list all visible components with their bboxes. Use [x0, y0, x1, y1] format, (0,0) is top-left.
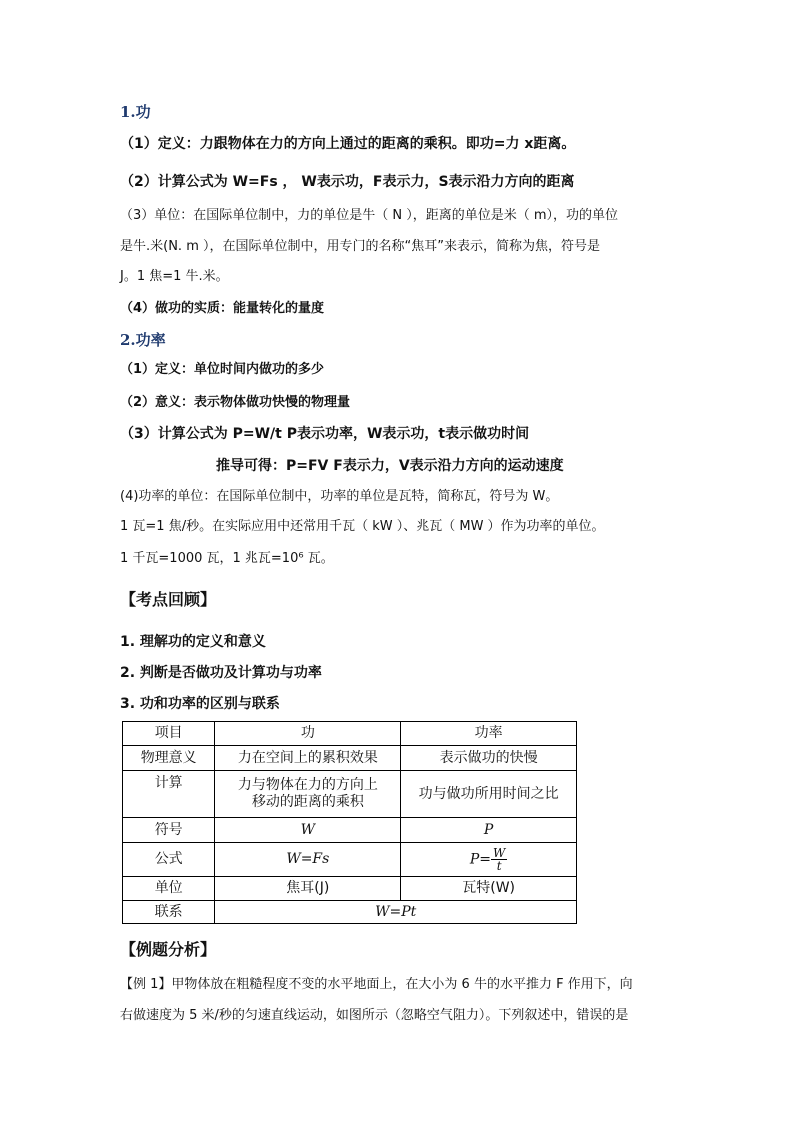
table-cell: 力在空间上的累积效果: [215, 746, 401, 771]
table-cell: 焦耳(J): [215, 877, 401, 901]
table-row-relation: [123, 901, 577, 924]
power-derived-formula: 推导可得：P=FV F表示力，V表示沿力方向的运动速度: [216, 458, 564, 474]
table-header-item: 项目: [123, 722, 215, 746]
review-item-3: 3. 功和功率的区别与联系: [120, 696, 280, 712]
review-item-2: 2. 判断是否做功及计算功与功率: [120, 665, 322, 681]
table-row-meaning: [123, 746, 577, 771]
fraction-denominator: t: [496, 859, 502, 873]
work-unit-line1: （3）单位：在国际单位制中，力的单位是牛（ N ），距离的单位是米（ m），功的单位: [120, 208, 619, 223]
table-cell: 联系: [123, 901, 215, 924]
power-definition: （1）定义：单位时间内做功的多少: [120, 362, 325, 377]
fraction-numerator: W: [493, 846, 506, 860]
table-cell: W=Pt: [215, 901, 577, 924]
table-row-symbol: [123, 818, 577, 843]
table-cell: P: [401, 818, 577, 843]
section1-heading: 1.功: [120, 103, 151, 121]
table-row-formula: [123, 843, 577, 877]
table-cell-power-formula: [401, 843, 577, 877]
comparison-table: [122, 721, 577, 924]
fraction: [491, 847, 507, 872]
example-line2: 右做速度为 5 米/秒的匀速直线运动，如图所示（忽略空气阻力）。下列叙述中，错误的是: [120, 1008, 629, 1023]
power-formula-lhs: P=: [469, 851, 492, 868]
table-header-power: 功率: [401, 722, 577, 746]
calc-work-line2: 移动的距离的乘积: [251, 794, 364, 810]
power-meaning: （2）意义：表示物体做功快慢的物理量: [120, 395, 351, 410]
table-cell: 公式: [123, 843, 215, 877]
section2-heading: 2.功率: [120, 331, 166, 349]
table-row-header: [123, 722, 577, 746]
work-definition: （1）定义：力跟物体在力的方向上通过的距离的乘积。即功=力 x距离。: [120, 136, 576, 152]
work-essence: （4）做功的实质：能量转化的量度: [120, 301, 325, 316]
table-cell: 单位: [123, 877, 215, 901]
example-line1: 【例 1】甲物体放在粗糙程度不变的水平地面上，在大小为 6 牛的水平推力 F 作用下，向: [120, 977, 633, 992]
calc-work-line1: 力与物体在力的方向上: [237, 777, 378, 793]
work-unit-line2: 是牛.米(N. m ），在国际单位制中，用专门的名称“焦耳”来表示，简称为焦，符号是: [120, 239, 600, 254]
table-cell: 符号: [123, 818, 215, 843]
review-heading: 【考点回顾】: [120, 590, 217, 609]
power-unit-line1: (4)功率的单位：在国际单位制中，功率的单位是瓦特，简称瓦，符号为 W。: [120, 489, 559, 504]
table-cell: 物理意义: [123, 746, 215, 771]
table-cell: W: [215, 818, 401, 843]
power-unit-line2: 1 瓦=1 焦/秒。在实际应用中还常用千瓦（ kW ）、兆瓦（ MW ）作为功率的单位。: [120, 519, 605, 534]
table-header-work: 功: [215, 722, 401, 746]
work-formula: （2）计算公式为 W=Fs ， W表示功，F表示力，S表示沿力方向的距离: [120, 174, 575, 190]
table-cell: [215, 771, 401, 818]
table-cell: 瓦特(W): [401, 877, 577, 901]
table-cell: 功与做功所用时间之比: [401, 771, 577, 818]
example-heading: 【例题分析】: [120, 940, 217, 959]
work-unit-line3: J。1 焦=1 牛.米。: [120, 269, 229, 284]
power-unit-line3: 1 千瓦=1000 瓦，1 兆瓦=10⁶ 瓦。: [120, 551, 334, 566]
table-cell: 表示做功的快慢: [401, 746, 577, 771]
table-row-unit: [123, 877, 577, 901]
table-cell: W=Fs: [215, 843, 401, 877]
review-item-1: 1. 理解功的定义和意义: [120, 634, 266, 650]
table-cell: 计算: [123, 771, 215, 818]
power-formula: （3）计算公式为 P=W/t P表示功率，W表示功，t表示做功时间: [120, 426, 530, 442]
table-row-calc: [123, 771, 577, 818]
